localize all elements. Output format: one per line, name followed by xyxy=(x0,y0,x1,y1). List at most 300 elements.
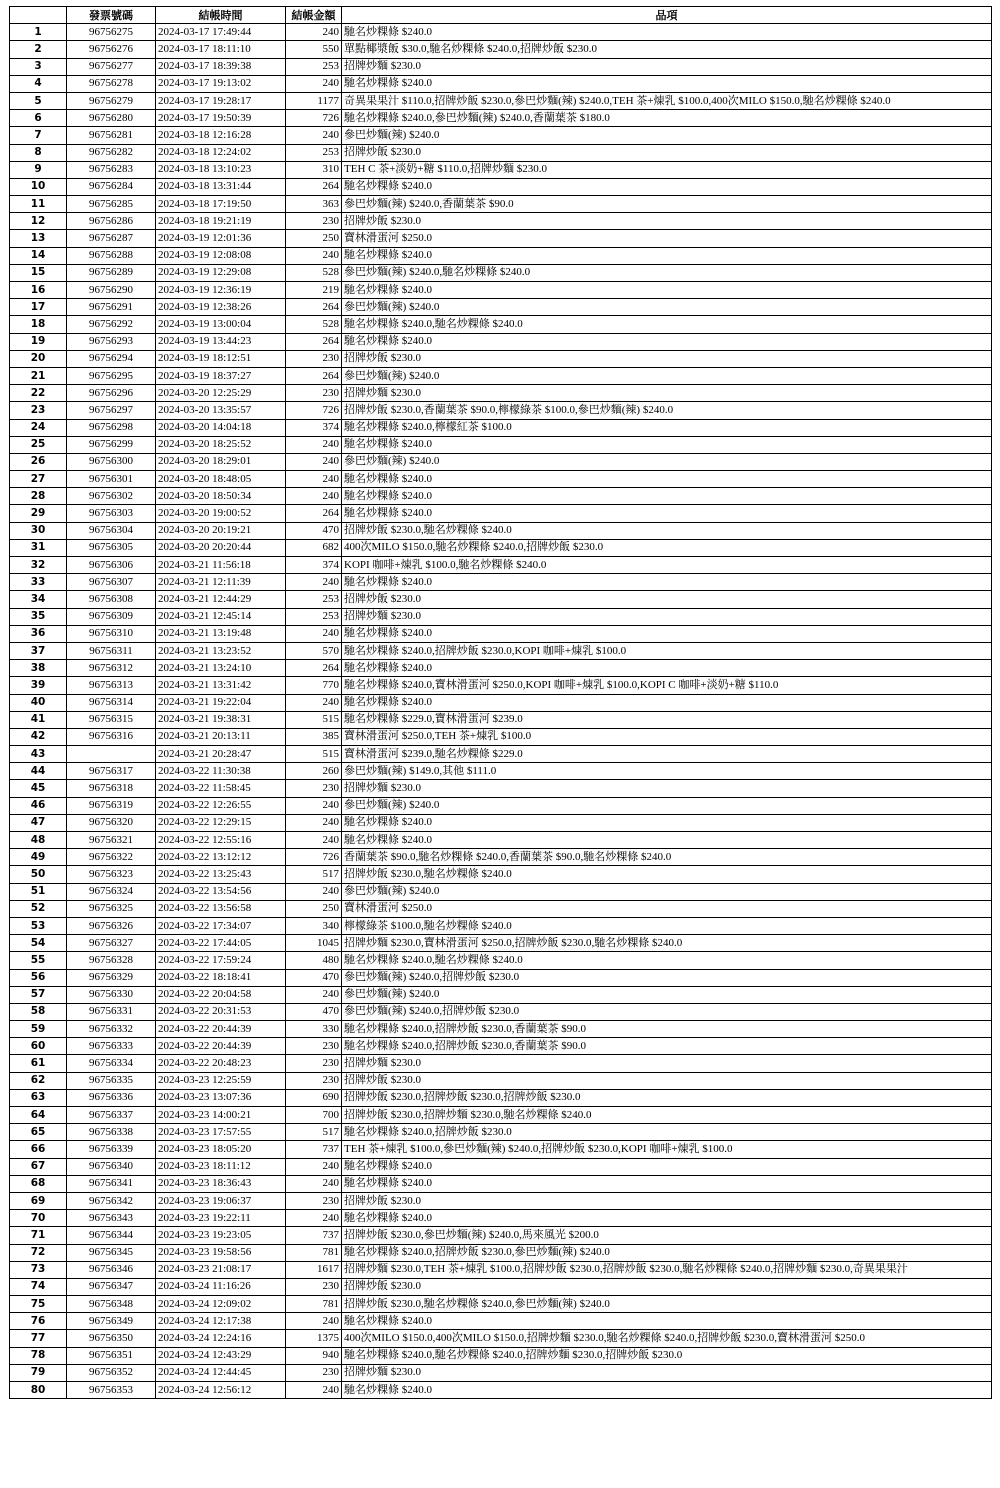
invoice-number-cell: 96756353 xyxy=(67,1382,156,1399)
checkout-amount-cell: 240 xyxy=(286,453,342,470)
items-cell: 馳名炒粿條 $240.0,招牌炒飯 $230.0,參巴炒麵(辣) $240.0 xyxy=(342,1244,992,1261)
row-number: 36 xyxy=(10,625,67,642)
invoice-number-cell: 96756317 xyxy=(67,763,156,780)
row-number: 40 xyxy=(10,694,67,711)
checkout-amount-cell: 264 xyxy=(286,178,342,195)
items-cell: 奇異果果汁 $110.0,招牌炒飯 $230.0,參巴炒麵(辣) $240.0,TEH 茶+煉乳 $100.0,400次MILO $150.0,馳名炒粿條 $240.0 xyxy=(342,92,992,109)
checkout-amount-cell: 737 xyxy=(286,1227,342,1244)
checkout-time-cell: 2024-03-22 12:26:55 xyxy=(156,797,286,814)
checkout-amount-cell: 240 xyxy=(286,1175,342,1192)
invoice-number-cell: 96756309 xyxy=(67,608,156,625)
items-cell: 招牌炒飯 $230.0 xyxy=(342,213,992,230)
invoice-table xyxy=(9,6,992,1399)
checkout-amount-cell: 240 xyxy=(286,1210,342,1227)
items-cell: 參巴炒麵(辣) $240.0,香蘭葉茶 $90.0 xyxy=(342,196,992,213)
checkout-amount-cell: 240 xyxy=(286,75,342,92)
items-cell: 招牌炒飯 $230.0,招牌炒麵 $230.0,馳名炒粿條 $240.0 xyxy=(342,1107,992,1124)
items-cell: 馳名炒粿條 $229.0,寶林滑蛋河 $239.0 xyxy=(342,711,992,728)
checkout-amount-cell: 940 xyxy=(286,1347,342,1364)
invoice-number-cell: 96756279 xyxy=(67,92,156,109)
checkout-amount-cell: 230 xyxy=(286,1055,342,1072)
checkout-amount-cell: 1045 xyxy=(286,935,342,952)
invoice-number-cell: 96756294 xyxy=(67,350,156,367)
invoice-number-cell: 96756335 xyxy=(67,1072,156,1089)
row-number: 58 xyxy=(10,1003,67,1020)
header-invoice-number: 發票號碼 xyxy=(67,7,156,24)
items-cell: 招牌炒飯 $230.0 xyxy=(342,1072,992,1089)
checkout-time-cell: 2024-03-23 21:08:17 xyxy=(156,1261,286,1278)
table-row xyxy=(10,883,992,900)
table-row xyxy=(10,110,992,127)
checkout-time-cell: 2024-03-21 13:19:48 xyxy=(156,625,286,642)
row-number: 73 xyxy=(10,1261,67,1278)
row-number: 75 xyxy=(10,1296,67,1313)
table-row xyxy=(10,1382,992,1399)
checkout-time-cell: 2024-03-22 20:48:23 xyxy=(156,1055,286,1072)
invoice-number-cell: 96756275 xyxy=(67,24,156,41)
table-row xyxy=(10,1158,992,1175)
row-number: 21 xyxy=(10,367,67,384)
table-row xyxy=(10,1107,992,1124)
table-row xyxy=(10,1038,992,1055)
checkout-time-cell: 2024-03-21 20:13:11 xyxy=(156,728,286,745)
invoice-number-cell: 96756321 xyxy=(67,832,156,849)
table-row xyxy=(10,213,992,230)
checkout-time-cell: 2024-03-22 18:18:41 xyxy=(156,969,286,986)
checkout-amount-cell: 240 xyxy=(286,814,342,831)
items-cell: 參巴炒麵(辣) $149.0,其他 $111.0 xyxy=(342,763,992,780)
row-number: 33 xyxy=(10,574,67,591)
row-number: 51 xyxy=(10,883,67,900)
items-cell: 招牌炒麵 $230.0 xyxy=(342,385,992,402)
row-number: 50 xyxy=(10,866,67,883)
table-row xyxy=(10,127,992,144)
table-row xyxy=(10,1296,992,1313)
checkout-time-cell: 2024-03-21 12:45:14 xyxy=(156,608,286,625)
invoice-number-cell: 96756347 xyxy=(67,1278,156,1295)
checkout-amount-cell: 250 xyxy=(286,900,342,917)
table-row xyxy=(10,402,992,419)
table-body xyxy=(10,24,992,1399)
checkout-amount-cell: 240 xyxy=(286,436,342,453)
invoice-number-cell: 96756322 xyxy=(67,849,156,866)
table-row xyxy=(10,539,992,556)
checkout-amount-cell: 240 xyxy=(286,488,342,505)
items-cell: 招牌炒麵 $230.0 xyxy=(342,780,992,797)
invoice-number-cell: 96756351 xyxy=(67,1347,156,1364)
table-row xyxy=(10,935,992,952)
checkout-time-cell: 2024-03-19 13:00:04 xyxy=(156,316,286,333)
invoice-number-cell: 96756287 xyxy=(67,230,156,247)
checkout-time-cell: 2024-03-21 19:38:31 xyxy=(156,711,286,728)
row-number: 76 xyxy=(10,1313,67,1330)
row-number: 45 xyxy=(10,780,67,797)
checkout-time-cell: 2024-03-20 14:04:18 xyxy=(156,419,286,436)
items-cell: 招牌炒麵 $230.0,TEH 茶+煉乳 $100.0,招牌炒飯 $230.0,招牌炒飯 $230.0,馳名炒粿條 $240.0,招牌炒麵 $230.0,奇異果果汁 xyxy=(342,1261,992,1278)
items-cell: 馳名炒粿條 $240.0 xyxy=(342,1313,992,1330)
items-cell: 檸檬綠茶 $100.0,馳名炒粿條 $240.0 xyxy=(342,917,992,934)
row-number: 41 xyxy=(10,711,67,728)
items-cell: 馳名炒粿條 $240.0 xyxy=(342,178,992,195)
items-cell: 招牌炒麵 $230.0 xyxy=(342,1055,992,1072)
invoice-number-cell: 96756289 xyxy=(67,264,156,281)
row-number: 71 xyxy=(10,1227,67,1244)
checkout-time-cell: 2024-03-22 20:31:53 xyxy=(156,1003,286,1020)
row-number: 72 xyxy=(10,1244,67,1261)
table-row xyxy=(10,1210,992,1227)
checkout-time-cell: 2024-03-19 18:12:51 xyxy=(156,350,286,367)
items-cell: 寶林滑蛋河 $250.0 xyxy=(342,230,992,247)
checkout-time-cell: 2024-03-21 13:24:10 xyxy=(156,660,286,677)
items-cell: 馳名炒粿條 $240.0 xyxy=(342,505,992,522)
checkout-time-cell: 2024-03-19 13:44:23 xyxy=(156,333,286,350)
checkout-time-cell: 2024-03-20 20:19:21 xyxy=(156,522,286,539)
checkout-amount-cell: 253 xyxy=(286,58,342,75)
checkout-amount-cell: 230 xyxy=(286,1278,342,1295)
table-row xyxy=(10,969,992,986)
checkout-time-cell: 2024-03-21 12:44:29 xyxy=(156,591,286,608)
table-row xyxy=(10,728,992,745)
items-cell: 馳名炒粿條 $240.0,參巴炒麵(辣) $240.0,香蘭葉茶 $180.0 xyxy=(342,110,992,127)
table-row xyxy=(10,832,992,849)
items-cell: 參巴炒麵(辣) $240.0 xyxy=(342,797,992,814)
checkout-time-cell: 2024-03-21 20:28:47 xyxy=(156,746,286,763)
table-row xyxy=(10,247,992,264)
items-cell: 招牌炒飯 $230.0,馳名炒粿條 $240.0,參巴炒麵(辣) $240.0 xyxy=(342,1296,992,1313)
row-number: 60 xyxy=(10,1038,67,1055)
items-cell: 馳名炒粿條 $240.0,招牌炒飯 $230.0,香蘭葉茶 $90.0 xyxy=(342,1021,992,1038)
row-number: 78 xyxy=(10,1347,67,1364)
row-number: 22 xyxy=(10,385,67,402)
checkout-time-cell: 2024-03-21 12:11:39 xyxy=(156,574,286,591)
checkout-time-cell: 2024-03-22 20:44:39 xyxy=(156,1038,286,1055)
invoice-number-cell: 96756341 xyxy=(67,1175,156,1192)
row-number: 16 xyxy=(10,282,67,299)
row-number: 28 xyxy=(10,488,67,505)
table-row xyxy=(10,1347,992,1364)
table-row xyxy=(10,92,992,109)
table-row xyxy=(10,333,992,350)
checkout-time-cell: 2024-03-19 12:36:19 xyxy=(156,282,286,299)
invoice-number-cell: 96756330 xyxy=(67,986,156,1003)
items-cell: 招牌炒飯 $230.0 xyxy=(342,1192,992,1209)
row-number: 35 xyxy=(10,608,67,625)
checkout-time-cell: 2024-03-23 19:23:05 xyxy=(156,1227,286,1244)
checkout-time-cell: 2024-03-22 12:29:15 xyxy=(156,814,286,831)
table-row xyxy=(10,574,992,591)
items-cell: 招牌炒飯 $230.0,馳名炒粿條 $240.0 xyxy=(342,522,992,539)
table-row xyxy=(10,814,992,831)
row-number: 56 xyxy=(10,969,67,986)
table-row xyxy=(10,711,992,728)
checkout-time-cell: 2024-03-22 11:30:38 xyxy=(156,763,286,780)
checkout-time-cell: 2024-03-22 13:54:56 xyxy=(156,883,286,900)
items-cell: 馳名炒粿條 $240.0 xyxy=(342,471,992,488)
checkout-amount-cell: 517 xyxy=(286,866,342,883)
checkout-time-cell: 2024-03-18 13:31:44 xyxy=(156,178,286,195)
items-cell: 馳名炒粿條 $240.0 xyxy=(342,1382,992,1399)
checkout-amount-cell: 264 xyxy=(286,660,342,677)
row-number: 26 xyxy=(10,453,67,470)
invoice-number-cell: 96756311 xyxy=(67,642,156,659)
checkout-amount-cell: 480 xyxy=(286,952,342,969)
row-number: 80 xyxy=(10,1382,67,1399)
table-header xyxy=(10,7,992,24)
checkout-time-cell: 2024-03-20 18:29:01 xyxy=(156,453,286,470)
checkout-amount-cell: 264 xyxy=(286,505,342,522)
items-cell: 招牌炒飯 $230.0,香蘭葉茶 $90.0,檸檬綠茶 $100.0,參巴炒麵(辣) $240.0 xyxy=(342,402,992,419)
checkout-time-cell: 2024-03-17 19:28:17 xyxy=(156,92,286,109)
row-number: 4 xyxy=(10,75,67,92)
table-row xyxy=(10,350,992,367)
checkout-amount-cell: 726 xyxy=(286,402,342,419)
invoice-number-cell: 96756281 xyxy=(67,127,156,144)
table-row xyxy=(10,58,992,75)
table-row xyxy=(10,1330,992,1347)
items-cell: 馳名炒粿條 $240.0 xyxy=(342,488,992,505)
invoice-number-cell: 96756310 xyxy=(67,625,156,642)
table-row xyxy=(10,1364,992,1381)
items-cell: 馳名炒粿條 $240.0,檸檬紅茶 $100.0 xyxy=(342,419,992,436)
items-cell: 參巴炒麵(辣) $240.0,招牌炒飯 $230.0 xyxy=(342,1003,992,1020)
items-cell: 招牌炒麵 $230.0 xyxy=(342,58,992,75)
row-number: 19 xyxy=(10,333,67,350)
row-number: 67 xyxy=(10,1158,67,1175)
invoice-number-cell xyxy=(67,746,156,763)
invoice-number-cell: 96756338 xyxy=(67,1124,156,1141)
items-cell: 參巴炒麵(辣) $240.0 xyxy=(342,127,992,144)
row-number: 61 xyxy=(10,1055,67,1072)
row-number: 2 xyxy=(10,41,67,58)
items-cell: 馳名炒粿條 $240.0,招牌炒飯 $230.0 xyxy=(342,1124,992,1141)
items-cell: 參巴炒麵(辣) $240.0 xyxy=(342,986,992,1003)
row-number: 15 xyxy=(10,264,67,281)
invoice-number-cell: 96756299 xyxy=(67,436,156,453)
items-cell: 馳名炒粿條 $240.0,寶林滑蛋河 $250.0,KOPI 咖啡+煉乳 $100.0,KOPI C 咖啡+淡奶+糖 $110.0 xyxy=(342,677,992,694)
table-row xyxy=(10,763,992,780)
invoice-number-cell: 96756342 xyxy=(67,1192,156,1209)
invoice-number-cell: 96756334 xyxy=(67,1055,156,1072)
table-row xyxy=(10,505,992,522)
invoice-number-cell: 96756323 xyxy=(67,866,156,883)
items-cell: 招牌炒飯 $230.0,招牌炒飯 $230.0,招牌炒飯 $230.0 xyxy=(342,1089,992,1106)
table-row xyxy=(10,1124,992,1141)
checkout-time-cell: 2024-03-22 13:56:58 xyxy=(156,900,286,917)
invoice-number-cell: 96756319 xyxy=(67,797,156,814)
row-number: 47 xyxy=(10,814,67,831)
checkout-time-cell: 2024-03-23 18:36:43 xyxy=(156,1175,286,1192)
items-cell: 參巴炒麵(辣) $240.0,馳名炒粿條 $240.0 xyxy=(342,264,992,281)
items-cell: 馳名炒粿條 $240.0 xyxy=(342,75,992,92)
checkout-time-cell: 2024-03-24 12:24:16 xyxy=(156,1330,286,1347)
invoice-number-cell: 96756349 xyxy=(67,1313,156,1330)
row-number: 14 xyxy=(10,247,67,264)
checkout-amount-cell: 330 xyxy=(286,1021,342,1038)
items-cell: 馳名炒粿條 $240.0,招牌炒飯 $230.0,香蘭葉茶 $90.0 xyxy=(342,1038,992,1055)
invoice-number-cell: 96756306 xyxy=(67,557,156,574)
checkout-time-cell: 2024-03-20 13:35:57 xyxy=(156,402,286,419)
table-row xyxy=(10,1055,992,1072)
items-cell: 馳名炒粿條 $240.0 xyxy=(342,1210,992,1227)
invoice-number-cell: 96756325 xyxy=(67,900,156,917)
invoice-number-cell: 96756350 xyxy=(67,1330,156,1347)
items-cell: 馳名炒粿條 $240.0,招牌炒飯 $230.0,KOPI 咖啡+煉乳 $100.0 xyxy=(342,642,992,659)
checkout-amount-cell: 528 xyxy=(286,264,342,281)
checkout-time-cell: 2024-03-22 13:25:43 xyxy=(156,866,286,883)
header-row xyxy=(10,7,992,24)
table-row xyxy=(10,780,992,797)
table-row xyxy=(10,453,992,470)
checkout-amount-cell: 230 xyxy=(286,1192,342,1209)
items-cell: 馳名炒粿條 $240.0 xyxy=(342,660,992,677)
checkout-time-cell: 2024-03-20 20:20:44 xyxy=(156,539,286,556)
items-cell: 招牌炒麵 $230.0 xyxy=(342,608,992,625)
checkout-time-cell: 2024-03-23 18:05:20 xyxy=(156,1141,286,1158)
row-number: 3 xyxy=(10,58,67,75)
invoice-number-cell: 96756307 xyxy=(67,574,156,591)
items-cell: 招牌炒飯 $230.0 xyxy=(342,1278,992,1295)
row-number: 7 xyxy=(10,127,67,144)
row-number: 24 xyxy=(10,419,67,436)
row-number: 74 xyxy=(10,1278,67,1295)
row-number: 18 xyxy=(10,316,67,333)
header-checkout-amount: 結帳金額 xyxy=(286,7,342,24)
invoice-number-cell: 96756297 xyxy=(67,402,156,419)
checkout-amount-cell: 240 xyxy=(286,883,342,900)
items-cell: 馳名炒粿條 $240.0 xyxy=(342,625,992,642)
checkout-time-cell: 2024-03-23 13:07:36 xyxy=(156,1089,286,1106)
checkout-amount-cell: 240 xyxy=(286,625,342,642)
items-cell: 馳名炒粿條 $240.0 xyxy=(342,436,992,453)
checkout-amount-cell: 230 xyxy=(286,1072,342,1089)
checkout-time-cell: 2024-03-24 12:09:02 xyxy=(156,1296,286,1313)
header-items: 品項 xyxy=(342,7,992,24)
checkout-time-cell: 2024-03-20 18:48:05 xyxy=(156,471,286,488)
items-cell: 招牌炒飯 $230.0 xyxy=(342,144,992,161)
items-cell: 馳名炒粿條 $240.0,馳名炒粿條 $240.0 xyxy=(342,952,992,969)
row-number: 5 xyxy=(10,92,67,109)
checkout-time-cell: 2024-03-24 11:16:26 xyxy=(156,1278,286,1295)
items-cell: 招牌炒飯 $230.0 xyxy=(342,350,992,367)
row-number: 34 xyxy=(10,591,67,608)
invoice-number-cell: 96756315 xyxy=(67,711,156,728)
row-number: 77 xyxy=(10,1330,67,1347)
checkout-amount-cell: 264 xyxy=(286,299,342,316)
checkout-time-cell: 2024-03-19 18:37:27 xyxy=(156,367,286,384)
invoice-number-cell: 96756303 xyxy=(67,505,156,522)
checkout-amount-cell: 1177 xyxy=(286,92,342,109)
table-row xyxy=(10,591,992,608)
invoice-number-cell: 96756288 xyxy=(67,247,156,264)
row-number: 44 xyxy=(10,763,67,780)
checkout-time-cell: 2024-03-22 20:04:58 xyxy=(156,986,286,1003)
checkout-time-cell: 2024-03-23 19:22:11 xyxy=(156,1210,286,1227)
row-number: 64 xyxy=(10,1107,67,1124)
items-cell: 參巴炒麵(辣) $240.0 xyxy=(342,453,992,470)
table-row xyxy=(10,660,992,677)
invoice-number-cell: 96756329 xyxy=(67,969,156,986)
row-number: 59 xyxy=(10,1021,67,1038)
checkout-amount-cell: 240 xyxy=(286,797,342,814)
invoice-number-cell: 96756292 xyxy=(67,316,156,333)
checkout-amount-cell: 240 xyxy=(286,1158,342,1175)
checkout-amount-cell: 385 xyxy=(286,728,342,745)
checkout-amount-cell: 700 xyxy=(286,1107,342,1124)
invoice-number-cell: 96756339 xyxy=(67,1141,156,1158)
checkout-amount-cell: 253 xyxy=(286,608,342,625)
checkout-amount-cell: 230 xyxy=(286,350,342,367)
checkout-amount-cell: 1375 xyxy=(286,1330,342,1347)
checkout-amount-cell: 1617 xyxy=(286,1261,342,1278)
checkout-amount-cell: 240 xyxy=(286,247,342,264)
invoice-number-cell: 96756326 xyxy=(67,917,156,934)
items-cell: 馳名炒粿條 $240.0 xyxy=(342,282,992,299)
table-row xyxy=(10,41,992,58)
checkout-time-cell: 2024-03-24 12:56:12 xyxy=(156,1382,286,1399)
checkout-amount-cell: 253 xyxy=(286,591,342,608)
table-row xyxy=(10,900,992,917)
invoice-number-cell: 96756283 xyxy=(67,161,156,178)
checkout-time-cell: 2024-03-19 12:38:26 xyxy=(156,299,286,316)
row-number: 38 xyxy=(10,660,67,677)
checkout-time-cell: 2024-03-22 17:34:07 xyxy=(156,917,286,934)
checkout-amount-cell: 310 xyxy=(286,161,342,178)
checkout-time-cell: 2024-03-24 12:17:38 xyxy=(156,1313,286,1330)
row-number: 8 xyxy=(10,144,67,161)
row-number: 17 xyxy=(10,299,67,316)
checkout-time-cell: 2024-03-17 18:39:38 xyxy=(156,58,286,75)
invoice-number-cell: 96756320 xyxy=(67,814,156,831)
items-cell: 招牌炒麵 $230.0,寶林滑蛋河 $250.0,招牌炒飯 $230.0,馳名炒粿條 $240.0 xyxy=(342,935,992,952)
row-number: 70 xyxy=(10,1210,67,1227)
checkout-amount-cell: 570 xyxy=(286,642,342,659)
checkout-amount-cell: 240 xyxy=(286,832,342,849)
checkout-amount-cell: 230 xyxy=(286,1038,342,1055)
invoice-number-cell: 96756345 xyxy=(67,1244,156,1261)
row-number: 37 xyxy=(10,642,67,659)
checkout-time-cell: 2024-03-21 19:22:04 xyxy=(156,694,286,711)
checkout-amount-cell: 781 xyxy=(286,1244,342,1261)
table-row xyxy=(10,1089,992,1106)
table-row xyxy=(10,797,992,814)
checkout-amount-cell: 240 xyxy=(286,1313,342,1330)
row-number: 25 xyxy=(10,436,67,453)
checkout-amount-cell: 470 xyxy=(286,1003,342,1020)
checkout-time-cell: 2024-03-20 19:00:52 xyxy=(156,505,286,522)
items-cell: 馳名炒粿條 $240.0 xyxy=(342,333,992,350)
checkout-time-cell: 2024-03-17 19:13:02 xyxy=(156,75,286,92)
checkout-amount-cell: 550 xyxy=(286,41,342,58)
invoice-number-cell: 96756348 xyxy=(67,1296,156,1313)
table-row xyxy=(10,385,992,402)
invoice-number-cell: 96756308 xyxy=(67,591,156,608)
table-row xyxy=(10,1003,992,1020)
checkout-time-cell: 2024-03-17 18:11:10 xyxy=(156,41,286,58)
checkout-amount-cell: 737 xyxy=(286,1141,342,1158)
row-number: 31 xyxy=(10,539,67,556)
invoice-number-cell: 96756304 xyxy=(67,522,156,539)
checkout-time-cell: 2024-03-21 13:31:42 xyxy=(156,677,286,694)
row-number: 29 xyxy=(10,505,67,522)
invoice-number-cell: 96756346 xyxy=(67,1261,156,1278)
row-number: 48 xyxy=(10,832,67,849)
row-number: 30 xyxy=(10,522,67,539)
checkout-amount-cell: 682 xyxy=(286,539,342,556)
checkout-time-cell: 2024-03-23 17:57:55 xyxy=(156,1124,286,1141)
invoice-number-cell: 96756328 xyxy=(67,952,156,969)
items-cell: TEH C 茶+淡奶+糖 $110.0,招牌炒麵 $230.0 xyxy=(342,161,992,178)
row-number: 9 xyxy=(10,161,67,178)
